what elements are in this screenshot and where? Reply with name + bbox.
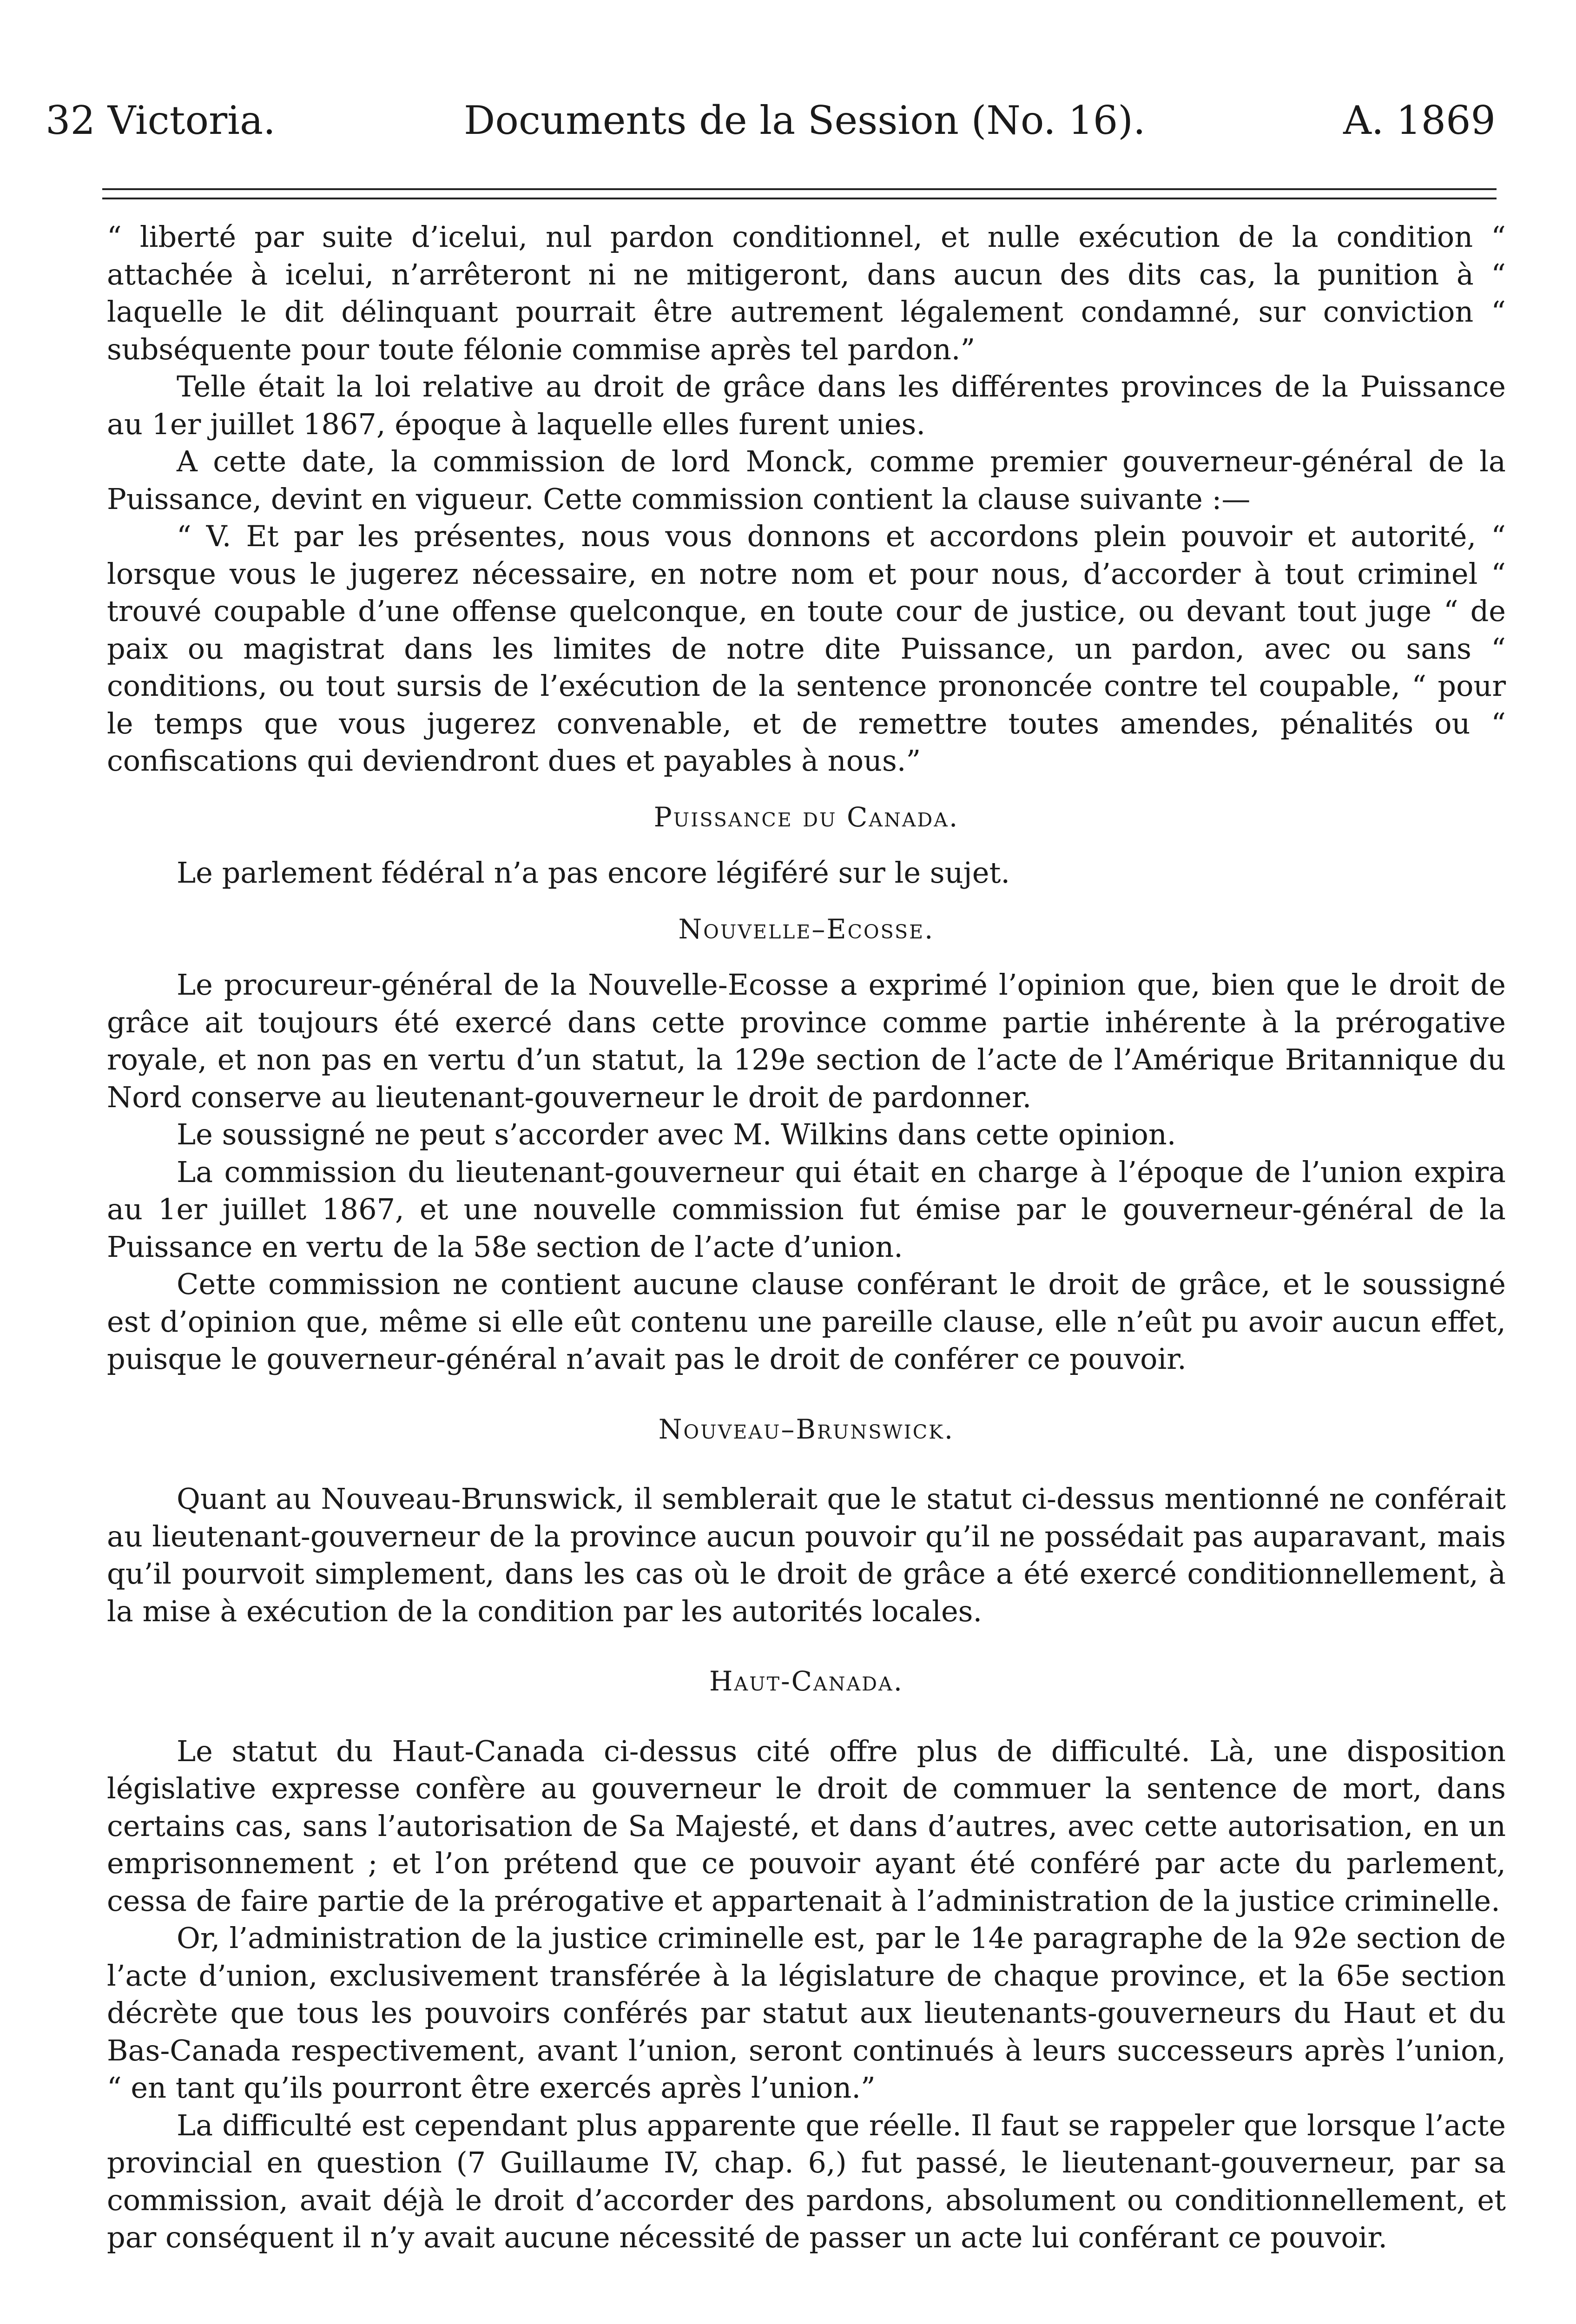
paragraph: Telle était la loi relative au droit de grâce dans les différentes provinces de la Puissance au 1er juillet 1867, époque à laquelle elles furent unies. (107, 370, 1506, 441)
section-heading-nouveau-brunswick: Nouveau–Brunswick. (658, 1413, 955, 1445)
section-heading-haut-canada: Haut-Canada. (709, 1665, 904, 1697)
paragraph: A cette date, la commission de lord Monck, comme premier gouverneur-général de la Puissance, devint en vigueur. Cette commission contient la clause suivante :— (107, 444, 1506, 516)
paragraph: Le procureur-général de la Nouvelle-Ecosse a exprimé l’opinion que, bien que le droit de grâce ait toujours été exercé dans cette province comme partie inhérente à la prérogative royale, et non pas en vertu d’un statut, la 129e section de l’acte de l’Amérique Britannique du Nord conserve au lieutenant-gouverneur le droit de pardonner. (107, 968, 1506, 1114)
paragraph: Le soussigné ne peut s’accorder avec M. Wilkins dans cette opinion. (177, 1117, 1176, 1151)
section-heading-puissance: Puissance du Canada. (653, 801, 959, 833)
document-body (107, 218, 1506, 2257)
paragraph: La difficulté est cependant plus apparente que réelle. Il faut se rappeler que lorsque l’acte provincial en question (7 Guillaume IV, chap. 6,) fut passé, le lieutenant-gouverneur, par sa commission, avait déjà le droit d’accorder des pardons, absolument ou conditionnellement, et par conséquent il n’y avait aucune nécessité de passer un acte lui conférant ce pouvoir. (107, 2108, 1506, 2254)
header-volume: 32 Victoria. (46, 98, 276, 143)
header-title: Documents de la Session (No. 16). (464, 98, 1146, 143)
paragraph: La commission du lieutenant-gouverneur qui était en charge à l’époque de l’union expira au 1er juillet 1867, et une nouvelle commission fut émise par le gouverneur-général de la Puissance en vertu de la 58e section de l’acte d’union. (107, 1155, 1506, 1264)
paragraph: Le parlement fédéral n’a pas encore légiféré sur le sujet. (177, 856, 1010, 890)
commission-quote: “ V. Et par les présentes, nous vous donnons et accordons plein pouvoir et autorité, “ lorsque vous le jugerez nécessaire, en notre nom et pour nous, d’accorder à tout criminel “ trouvé coupable d’une offense quelconque, en toute cour de justice, ou devant tout juge “ de paix ou magistrat dans les limites de notre dite Puissance, un pardon, avec ou sans “ conditions, ou tout sursis de l’exécution de la sentence prononcée contre tel coupable, “ pour le temps que vous jugerez convenable, et de remettre toutes amendes, pénalités ou “ confiscations qui deviendront dues et payables à nous.” (107, 519, 1506, 778)
header-year: A. 1869 (1343, 98, 1496, 143)
page-header (46, 98, 1496, 153)
paragraph: Cette commission ne contient aucune clause conférant le droit de grâce, et le soussigné est d’opinion que, même si elle eût contenu une pareille clause, elle n’eût pu avoir aucun effet, puisque le gouverneur-général n’avait pas le droit de conférer ce pouvoir. (107, 1267, 1506, 1376)
paragraph: Quant au Nouveau-Brunswick, il semblerait que le statut ci-dessus mentionné ne conférait au lieutenant-gouverneur de la province aucun pouvoir qu’il ne possédait pas auparavant, mais qu’il pourvoit simplement, dans les cas où le droit de grâce a été exercé conditionnellement, à la mise à exécution de la condition par les autorités locales. (107, 1482, 1506, 1628)
header-rule-bottom (102, 198, 1497, 199)
quote-continuation: “ liberté par suite d’icelui, nul pardon conditionnel, et nulle exécution de la condition “ attachée à icelui, n’arrêteront ni ne mitigeront, dans aucun des dits cas, la punition à “ laquelle le dit délinquant pourrait être autrement légalement condamné, sur conviction “ subséquente pour toute félonie commise après tel pardon.” (107, 220, 1506, 366)
paragraph: Or, l’administration de la justice criminelle est, par le 14e paragraphe de la 92e section de l’acte d’union, exclusivement transférée à la législature de chaque province, et la 65e section décrète que tous les pouvoirs conférés par statut aux lieutenants-gouverneurs du Haut et du Bas-Canada respectivement, avant l’union, seront continués à leurs successeurs après l’union, “ en tant qu’ils pourront être exercés après l’union.” (107, 1921, 1506, 2105)
header-rule-top (102, 188, 1497, 190)
paragraph: Le statut du Haut-Canada ci-dessus cité offre plus de difficulté. Là, une disposition législative expresse confère au gouverneur le droit de commuer la sentence de mort, dans certains cas, sans l’autorisation de Sa Majesté, et dans d’autres, avec cette autorisation, en un emprisonnement ; et l’on prétend que ce pouvoir ayant été conféré par acte du parlement, cessa de faire partie de la prérogative et appartenait à l’administration de la justice criminelle. (107, 1734, 1506, 1918)
section-heading-nouvelle-ecosse: Nouvelle–Ecosse. (678, 913, 935, 945)
